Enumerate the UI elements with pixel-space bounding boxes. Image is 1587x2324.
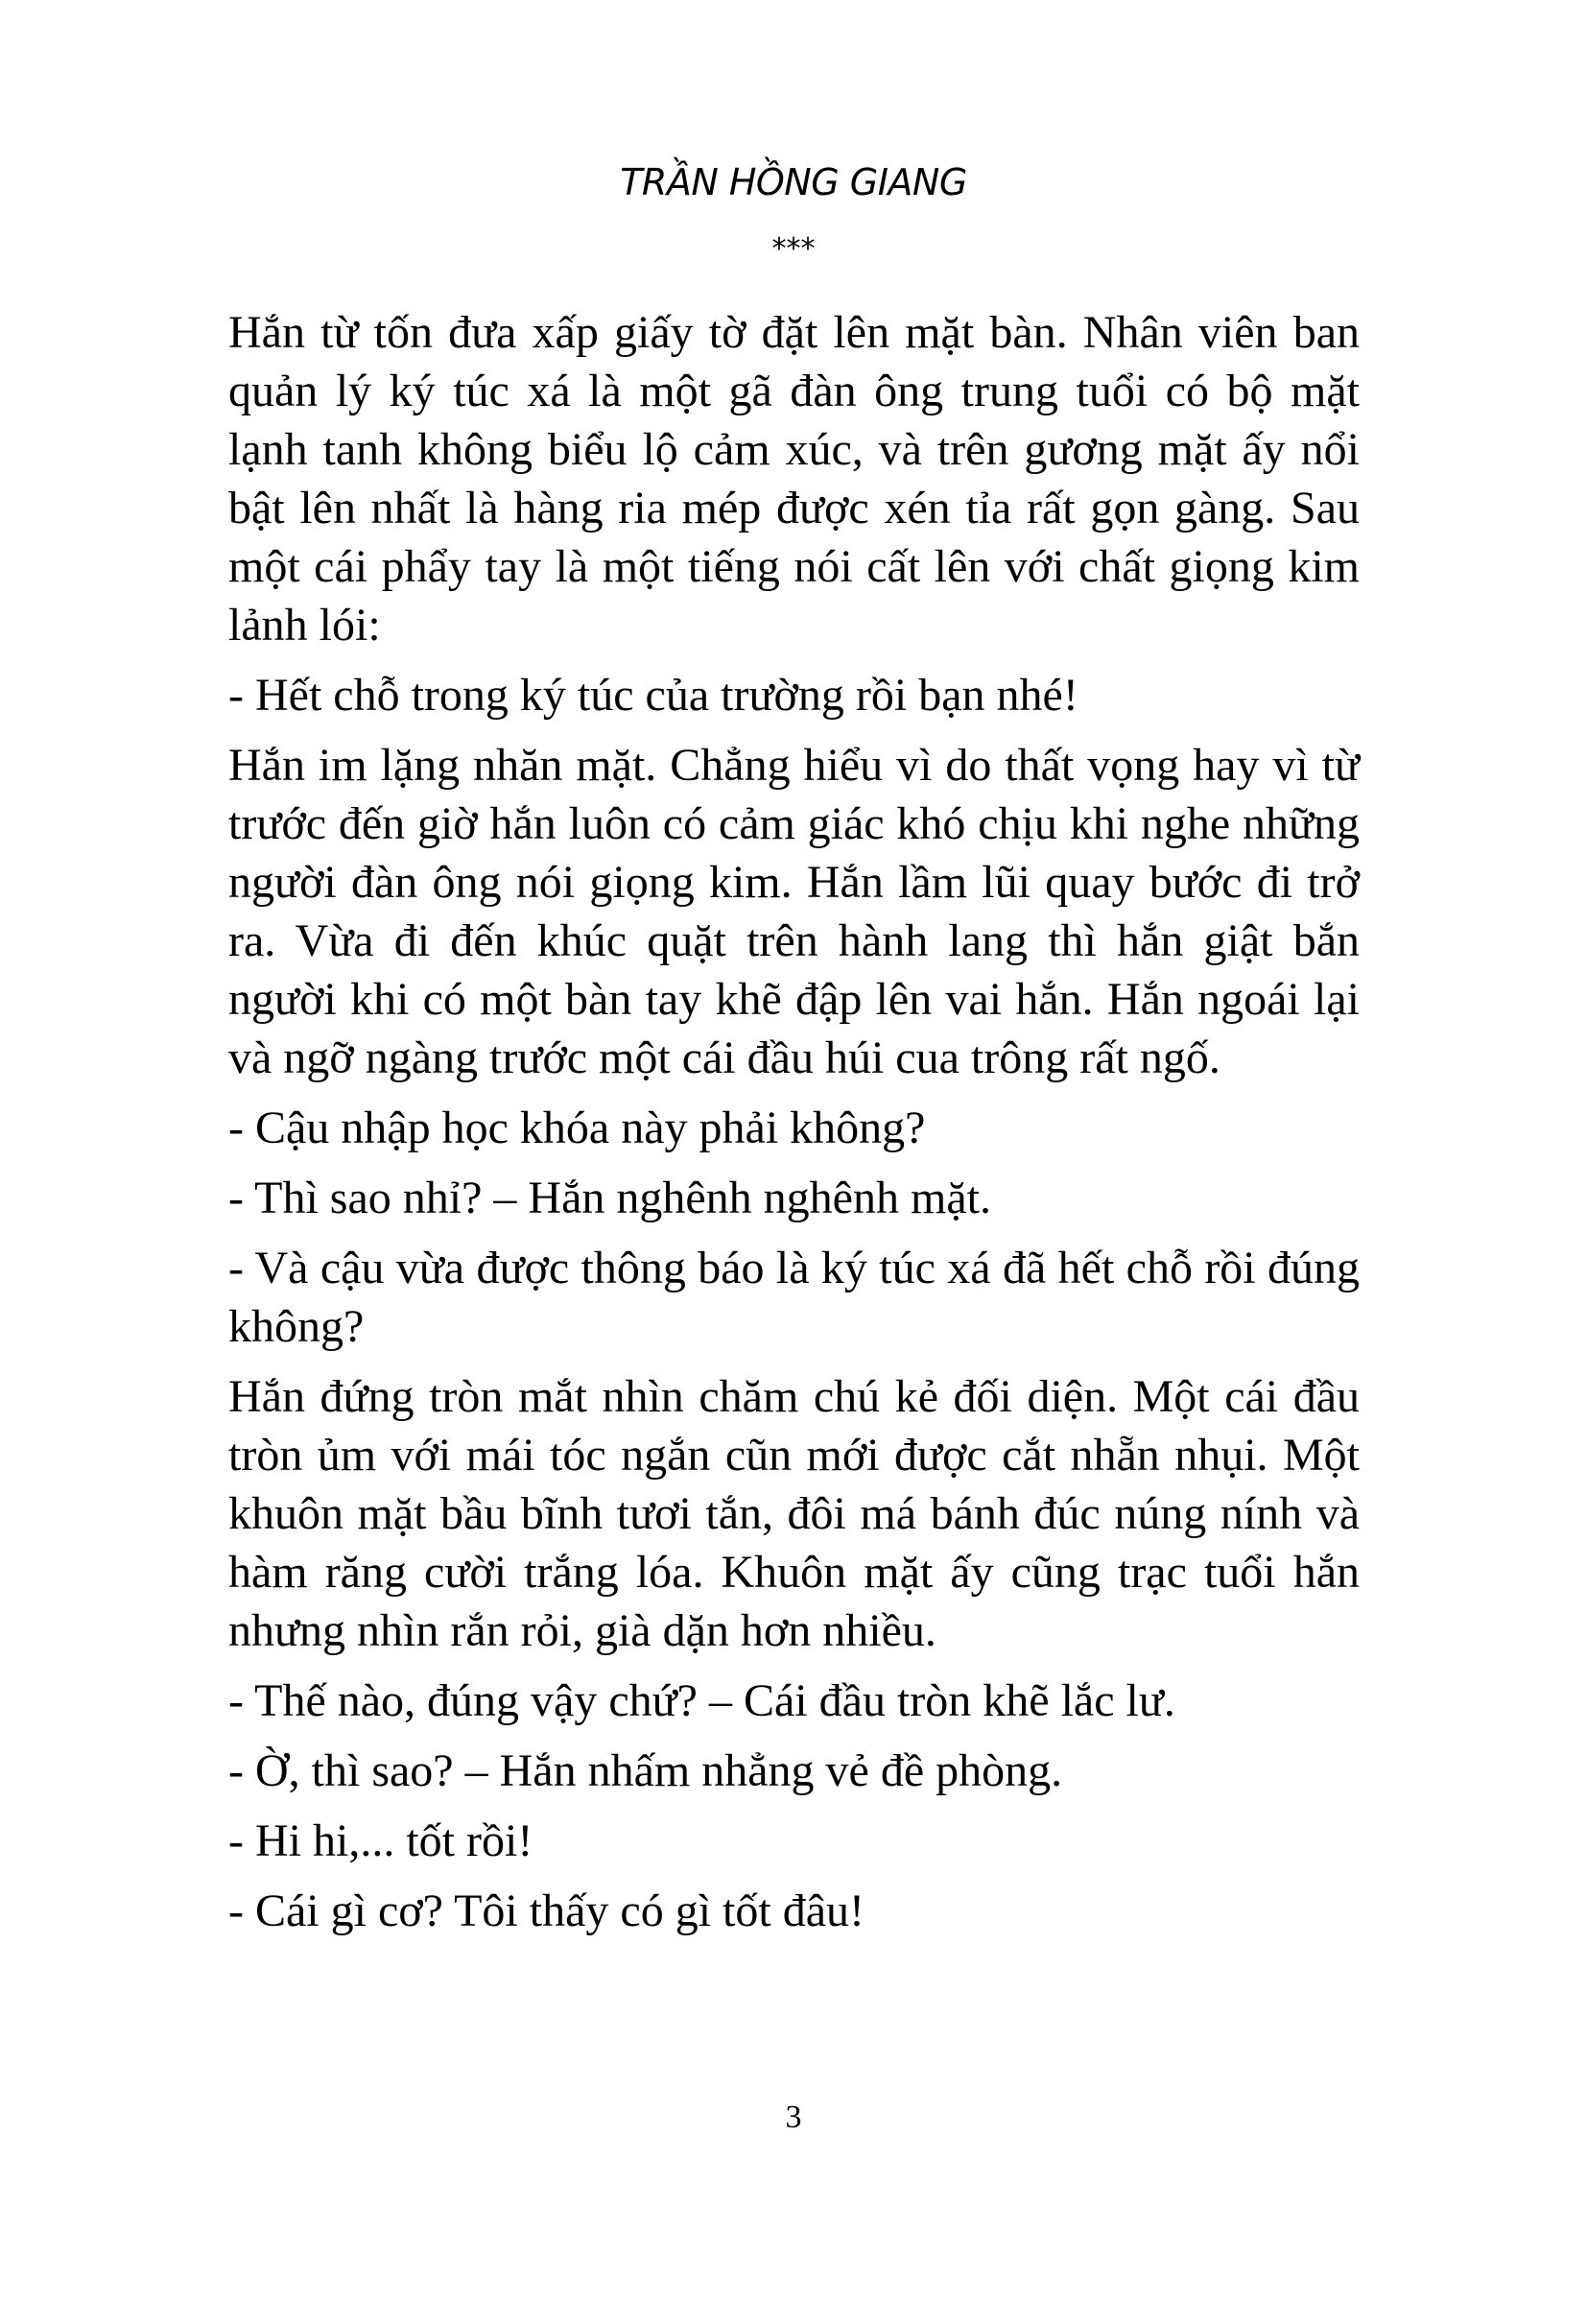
paragraph-dialogue-1: - Hết chỗ trong ký túc của trường rồi bạn nhé! bbox=[228, 670, 1078, 721]
body-text bbox=[228, 303, 1360, 1940]
paragraph-dialogue-4: - Và cậu vừa được thông báo là ký túc xá đã hết chỗ rồi đúng không? bbox=[228, 1243, 1360, 1352]
page-number: 3 bbox=[785, 2099, 802, 2135]
paragraph-dialogue-5: - Thế nào, đúng vậy chứ? – Cái đầu tròn khẽ lắc lư. bbox=[228, 1675, 1175, 1726]
paragraph-narration-1: Hắn từ tốn đưa xấp giấy tờ đặt lên mặt bàn. Nhân viên ban quản lý ký túc xá là một gã đàn ông trung tuổi có bộ mặt lạnh tanh không biểu lộ cảm xúc, và trên gương mặt ấy nổi bật lên nhất là hàng ria mép được xén tỉa rất gọn gàng. Sau một cái phẩy tay là một tiếng nói cất lên với chất giọng kim lảnh lói: bbox=[228, 307, 1360, 651]
paragraph-narration-3: Hắn đứng tròn mắt nhìn chăm chú kẻ đối diện. Một cái đầu tròn ủm với mái tóc ngắn cũn mới được cắt nhẵn nhụi. Một khuôn mặt bầu bĩnh tươi tắn, đôi má bánh đúc núng nính và hàm răng cười trắng lóa. Khuôn mặt ấy cũng trạc tuổi hắn nhưng nhìn rắn rỏi, già dặn hơn nhiều. bbox=[228, 1371, 1360, 1656]
paragraph-dialogue-6: - Ờ, thì sao? – Hắn nhấm nhẳng vẻ đề phòng. bbox=[228, 1745, 1063, 1796]
paragraph-dialogue-3: - Thì sao nhỉ? – Hắn nghênh nghênh mặt. bbox=[228, 1173, 991, 1223]
paragraph-dialogue-8: - Cái gì cơ? Tôi thấy có gì tốt đâu! bbox=[228, 1885, 865, 1936]
section-separator: *** bbox=[771, 232, 816, 266]
running-header-author: TRẦN HỒNG GIANG bbox=[620, 161, 967, 203]
paragraph-narration-2: Hắn im lặng nhăn mặt. Chẳng hiểu vì do thất vọng hay vì từ trước đến giờ hắn luôn có cảm giác khó chịu khi nghe những người đàn ông nói giọng kim. Hắn lầm lũi quay bước đi trở ra. Vừa đi đến khúc quặt trên hành lang thì hắn giật bắn người khi có một bàn tay khẽ đập lên vai hắn. Hắn ngoái lại và ngỡ ngàng trước một cái đầu húi cua trông rất ngố. bbox=[228, 740, 1360, 1083]
paragraph-dialogue-7: - Hi hi,... tốt rồi! bbox=[228, 1815, 533, 1866]
paragraph-dialogue-2: - Cậu nhập học khóa này phải không? bbox=[228, 1103, 926, 1153]
